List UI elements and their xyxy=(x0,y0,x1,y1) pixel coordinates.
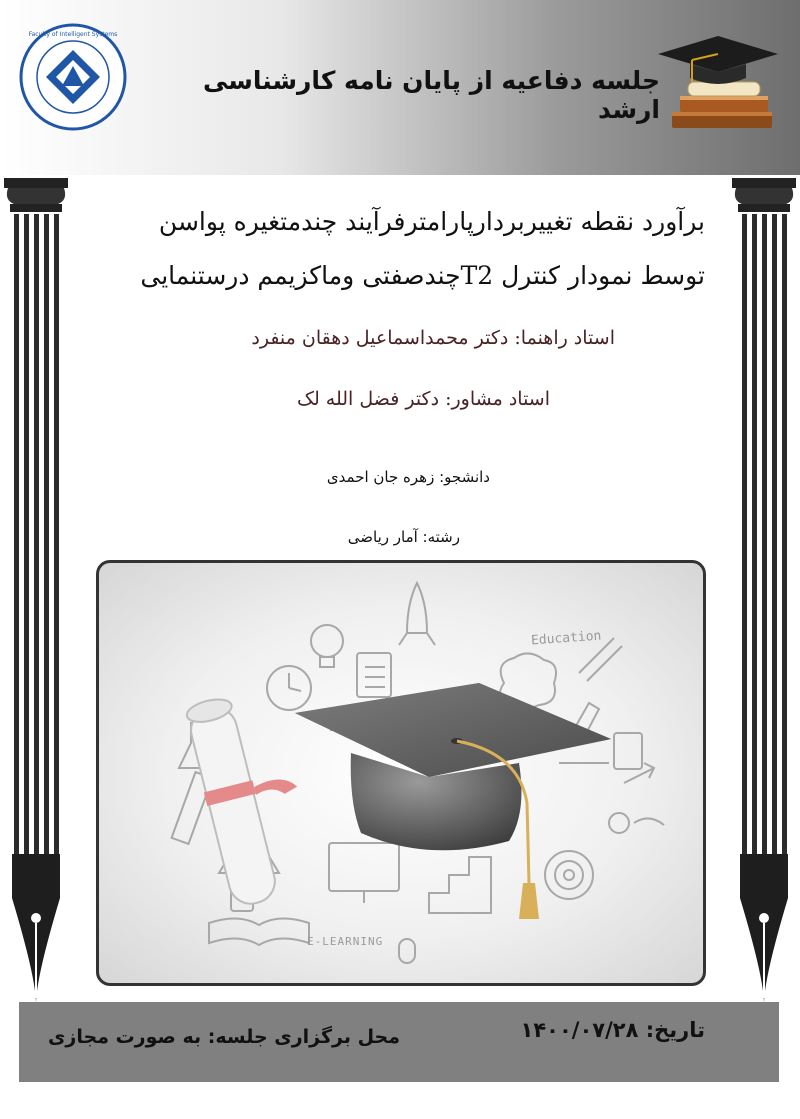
svg-text:Faculty of Intelligent Systems: Faculty of Intelligent Systems xyxy=(28,31,118,38)
right-pillar-decoration xyxy=(732,178,796,1008)
defense-date: تاریخ: ۱۴۰۰/۰۷/۲۸ xyxy=(520,1018,705,1042)
thesis-title xyxy=(105,195,705,303)
student-name: دانشجو: زهره جان احمدی xyxy=(326,468,490,486)
graduation-cap-books-icon xyxy=(650,20,780,140)
graduation-cap-diploma-icon xyxy=(99,563,703,983)
advisor-name: استاد مشاور: دکتر فضل الله لک xyxy=(296,388,550,410)
supervisor-name: استاد راهنما: دکتر محمداسماعیل دهقان منفرد xyxy=(251,327,615,349)
elearning-label: E-LEARNING xyxy=(307,935,384,948)
header-title: جلسه دفاعیه از پایان نامه کارشناسی ارشد xyxy=(202,66,660,124)
defense-venue: محل برگزاری جلسه: به صورت مجازی xyxy=(48,1026,400,1048)
header-banner xyxy=(0,0,800,175)
university-seal-icon xyxy=(18,22,128,132)
thesis-title-line-2: توسط نمودار کنترل T2چندصفتی وماکزیمم درستنمایی xyxy=(140,261,705,290)
thesis-title-line-1: برآورد نقطه تغییربردارپارامترفرآیند چندمتغیره پواسن xyxy=(158,207,705,236)
illustration-frame xyxy=(96,560,706,986)
left-pillar-decoration xyxy=(4,178,68,1008)
education-label: Education xyxy=(530,628,602,649)
major-field: رشته: آمار ریاضی xyxy=(347,528,460,546)
